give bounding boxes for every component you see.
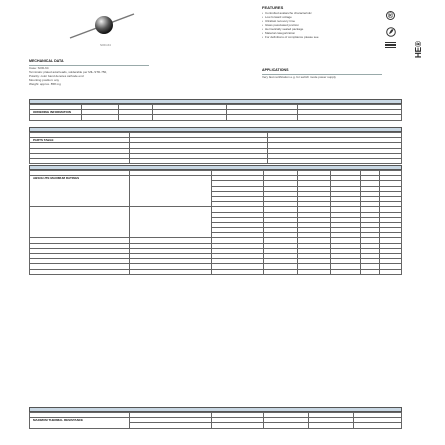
package-label: SOD-64 bbox=[100, 43, 111, 47]
diode-package-image bbox=[64, 4, 144, 48]
feature-item: • Low forward voltage bbox=[262, 15, 360, 19]
ordering-table bbox=[29, 104, 402, 121]
rohs-badge-icon bbox=[385, 42, 396, 50]
mechanical-line: Mounting position: any bbox=[29, 78, 60, 82]
mechanical-data bbox=[29, 66, 149, 86]
table-row bbox=[30, 269, 402, 274]
mechanical-line: Case: SOD-64 bbox=[29, 66, 49, 70]
feature-item: • Glass passivated junction bbox=[262, 23, 360, 27]
table-row bbox=[30, 115, 402, 120]
ul-listed-icon: ® bbox=[387, 13, 394, 20]
mechanical-title: MECHANICAL DATA bbox=[29, 59, 64, 63]
features-title: FEATURES bbox=[262, 5, 284, 10]
abs-max-title: ABSOLUTE MAXIMUM RATINGS bbox=[33, 176, 80, 180]
applications-text: Very fast rectification e.g. for switch mode power supply bbox=[262, 75, 336, 79]
mechanical-line: Weight: approx. 858 mg bbox=[29, 82, 61, 86]
feature-item: • Material categorization bbox=[262, 31, 360, 35]
feature-item: • Ultrafast recovery time bbox=[262, 19, 360, 23]
brand-vertical-text: HE® bbox=[414, 40, 423, 58]
mechanical-line: Terminals: plated axial leads, solderable per MIL-STD-750, bbox=[29, 70, 108, 74]
feature-item: • Controlled avalanche characteristic bbox=[262, 11, 360, 15]
abs-max-table bbox=[29, 170, 402, 275]
parts-title: PARTS TABLE bbox=[33, 138, 54, 142]
thermal-title: MAXIMUM THERMAL RESISTANCE bbox=[33, 418, 84, 422]
feature-item: • Hermetically sealed package bbox=[262, 27, 360, 31]
feature-item: • For definitions of compliance please see bbox=[262, 35, 360, 39]
green-leaf-icon bbox=[386, 26, 396, 38]
applications-title: APPLICATIONS bbox=[262, 68, 289, 72]
features-list bbox=[262, 11, 360, 39]
mechanical-line: Polarity: color band denotes cathode end bbox=[29, 74, 84, 78]
thermal-table bbox=[29, 412, 402, 429]
ordering-title: ORDERING INFORMATION bbox=[33, 110, 71, 114]
parts-table bbox=[29, 132, 402, 164]
table-row bbox=[30, 158, 402, 163]
